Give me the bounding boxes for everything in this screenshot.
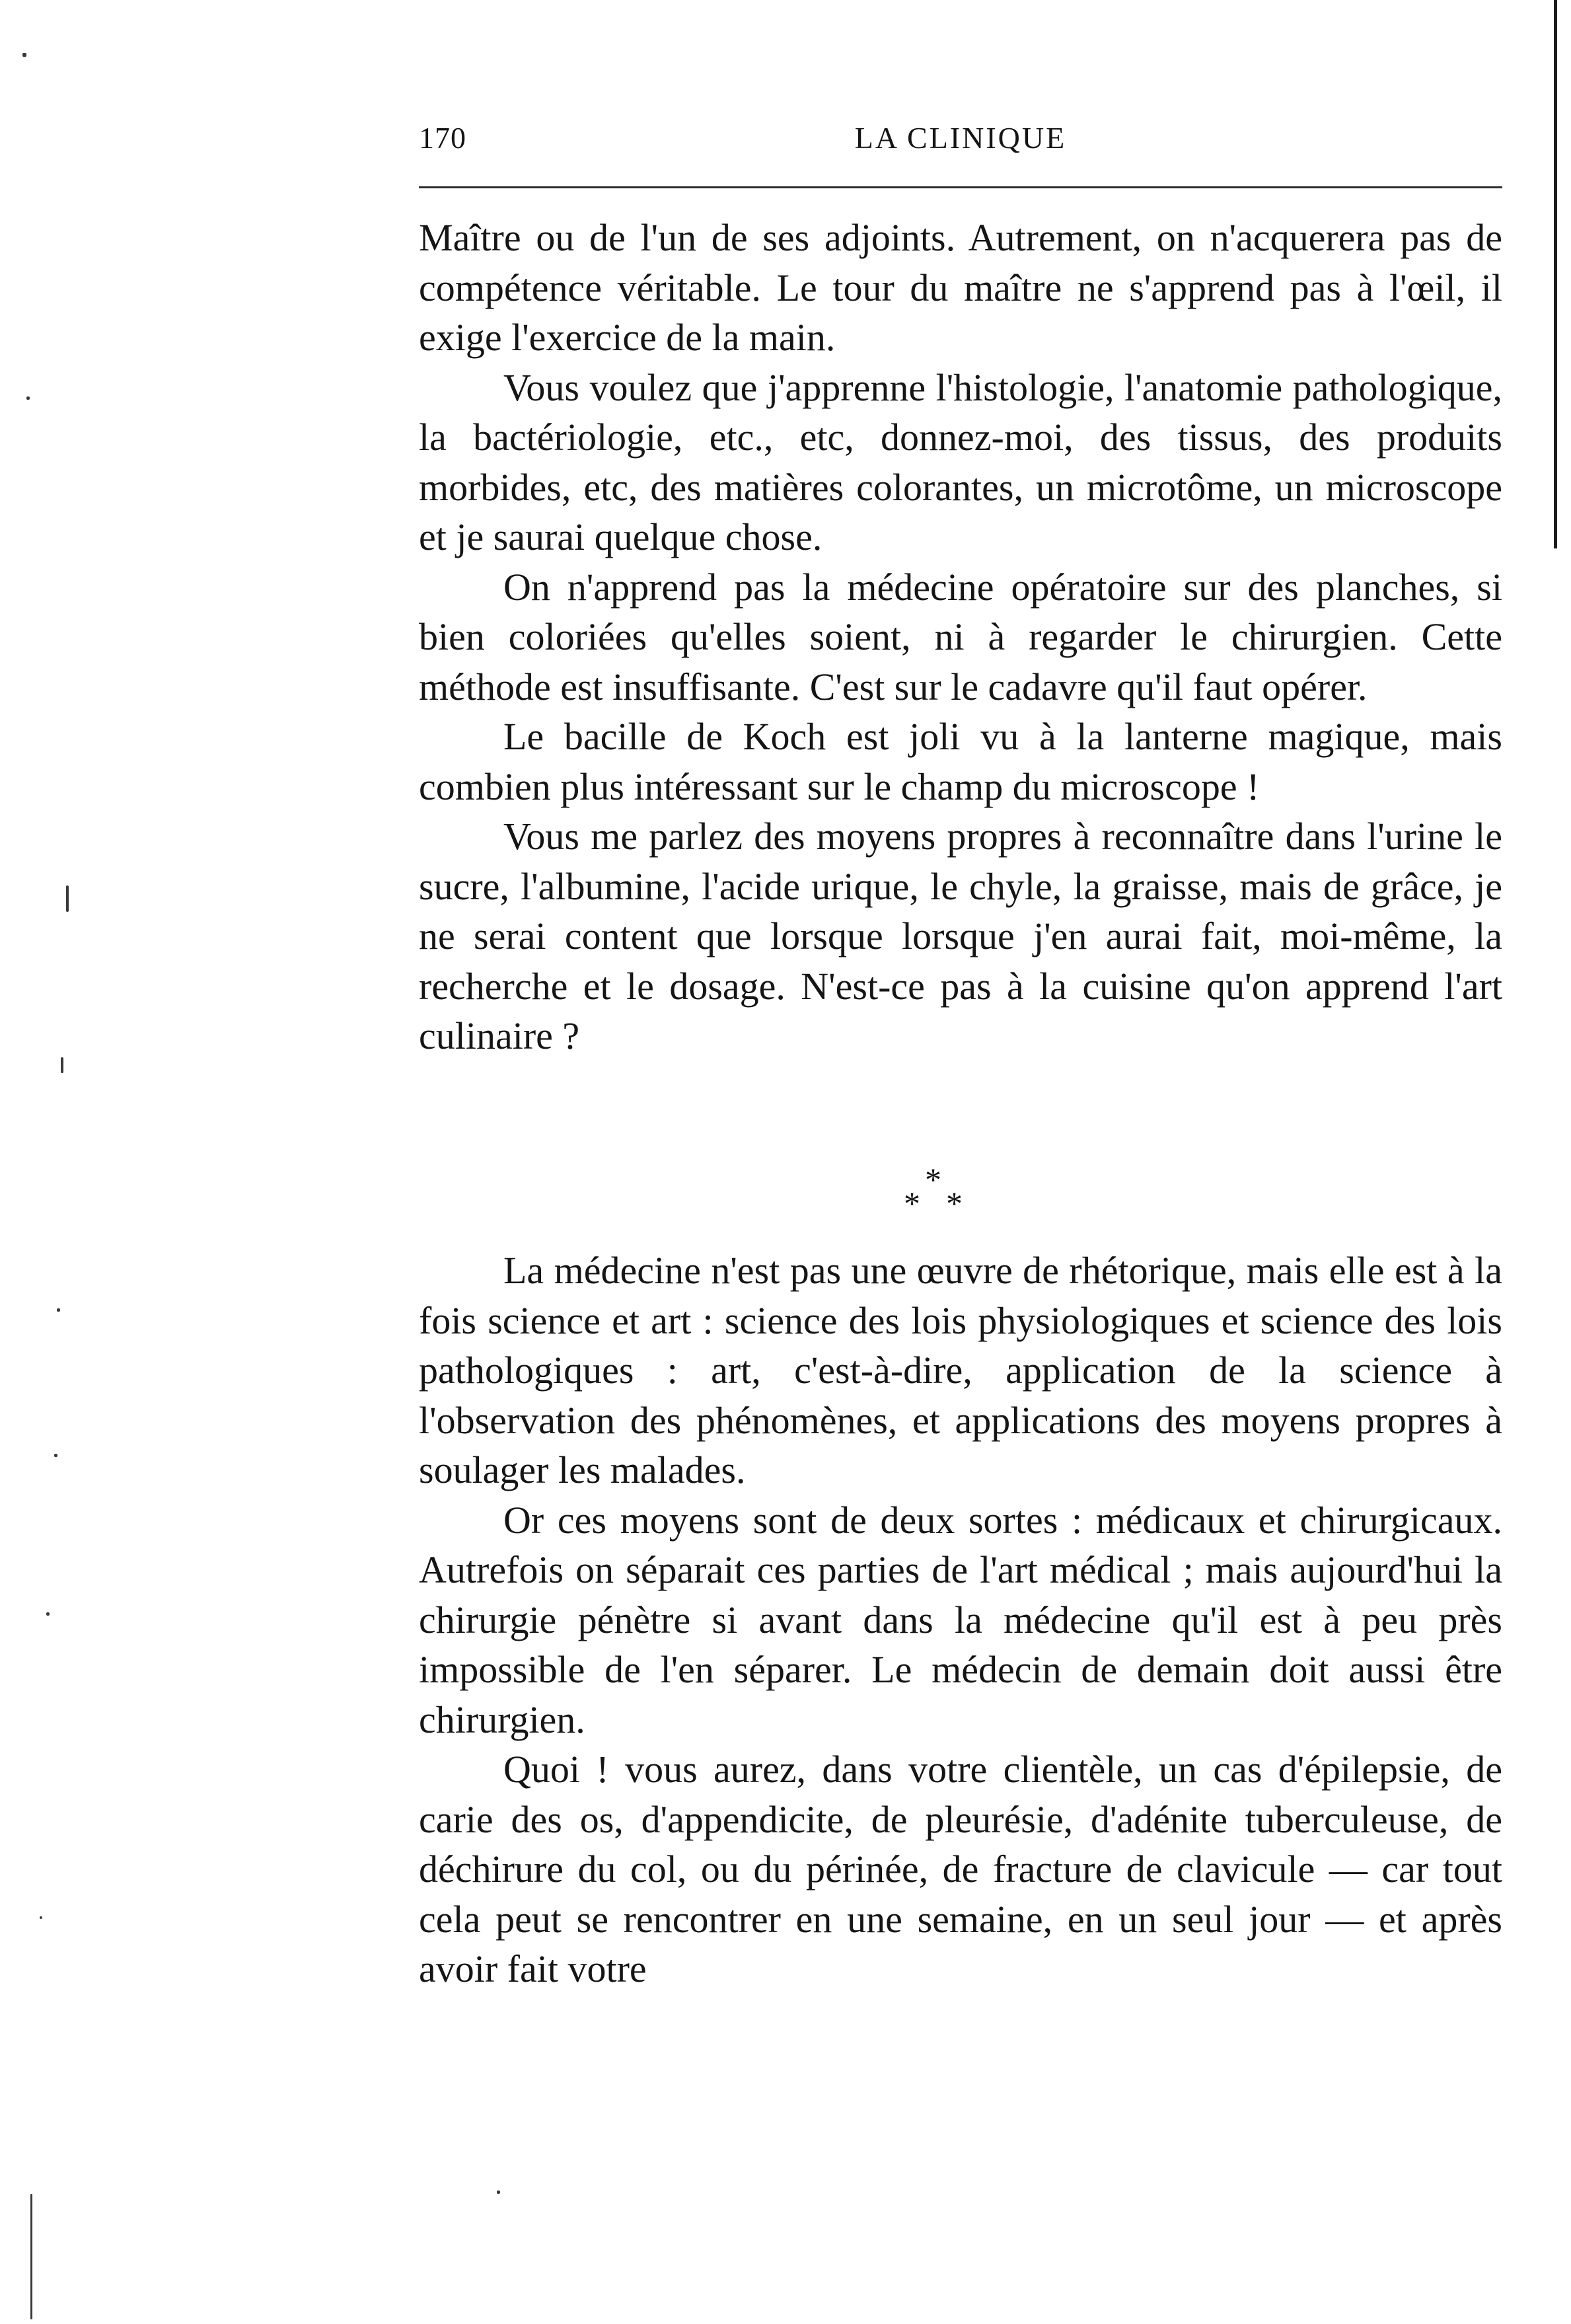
scan-speck	[54, 1454, 57, 1457]
paragraph-koch-bacillus: Le bacille de Koch est joli vu à la lanterne magique, mais combien plus intéressant sur le champ du microscope !	[419, 715, 1502, 808]
scan-speck	[497, 2191, 500, 2194]
paragraph-operative-medicine: On n'apprend pas la médecine opératoire sur des planches, si bien coloriées qu'elles soient, ni à regarder le chirurgien. Cette méthode est insuffisante. C'est sur le cadavre qu'il faut opérer.	[419, 565, 1502, 708]
paragraph-urine-analysis: Vous me parlez des moyens propres à reconnaître dans l'urine le sucre, l'albumine, l'acide urique, le chyle, la graisse, mais de grâce, je ne serai content que lorsque lorsque j'en aurai fait, moi-même, la recherche et le dosage. N'est-ce pas à la cuisine qu'on apprend l'art culinaire ?	[419, 815, 1502, 1057]
page-number: 170	[419, 121, 466, 155]
paragraph-histology: Vous voulez que j'apprenne l'histologie, l'anatomie pathologique, la bactériologie, etc., etc, donnez-moi, des tissus, des produits morbides, etc, des matières colorantes, un microtôme, un microscope et je saurai quelque chose.	[419, 365, 1502, 558]
paragraph-means: Or ces moyens sont de deux sortes : médicaux et chirurgicaux. Autrefois on séparait ces parties de l'art médical ; mais aujourd'hui la chirurgie pénètre si avant dans la médecine qu'il est à peu près impossible de l'en séparer. Le médecin de demain doit aussi être chirurgien.	[419, 1498, 1502, 1741]
scan-speck	[30, 2194, 32, 2319]
scan-speck	[57, 1308, 60, 1312]
paragraph-clientele: Quoi ! vous aurez, dans votre clientèle, un cas d'épilepsie, de carie des os, d'appendicite, de pleurésie, d'adénite tuberculeuse, de déchirure du col, ou du périnée, de fracture de clavicule — car tout cela peut se rencontrer en une semaine, en un seul jour — et après avoir fait votre	[419, 1748, 1502, 1990]
page-header	[419, 120, 1502, 160]
header-rule	[419, 186, 1502, 188]
asterisk-right: *	[946, 1185, 963, 1222]
running-title: LA CLINIQUE	[854, 121, 1067, 155]
asterisk-left: *	[904, 1185, 920, 1222]
scan-edge-line	[1554, 0, 1557, 548]
body-text-top	[419, 213, 1502, 1061]
section-separator	[885, 1163, 991, 1229]
paragraph-rhetoric: La médecine n'est pas une œuvre de rhétorique, mais elle est à la fois science et art : science des lois physiologiques et science des lois pathologiques : art, c'est-à-dire, application de la science à l'observation des phénomènes, et applications des moyens propres à soulager les malades.	[419, 1249, 1502, 1491]
scan-speck	[66, 885, 69, 912]
scan-speck	[26, 396, 30, 400]
paragraph-continuation: Maître ou de l'un de ses adjoints. Autrement, on n'acquerera pas de compétence véritable. Le tour du maître ne s'apprend pas à l'œil, il exige l'exercice de la main.	[419, 216, 1502, 359]
scan-speck	[61, 1057, 63, 1073]
scan-speck	[40, 1916, 42, 1919]
scan-speck	[22, 53, 26, 57]
scan-speck	[46, 1612, 50, 1616]
body-text-bottom	[419, 1246, 1502, 1994]
asterisk-top: *	[925, 1161, 941, 1198]
